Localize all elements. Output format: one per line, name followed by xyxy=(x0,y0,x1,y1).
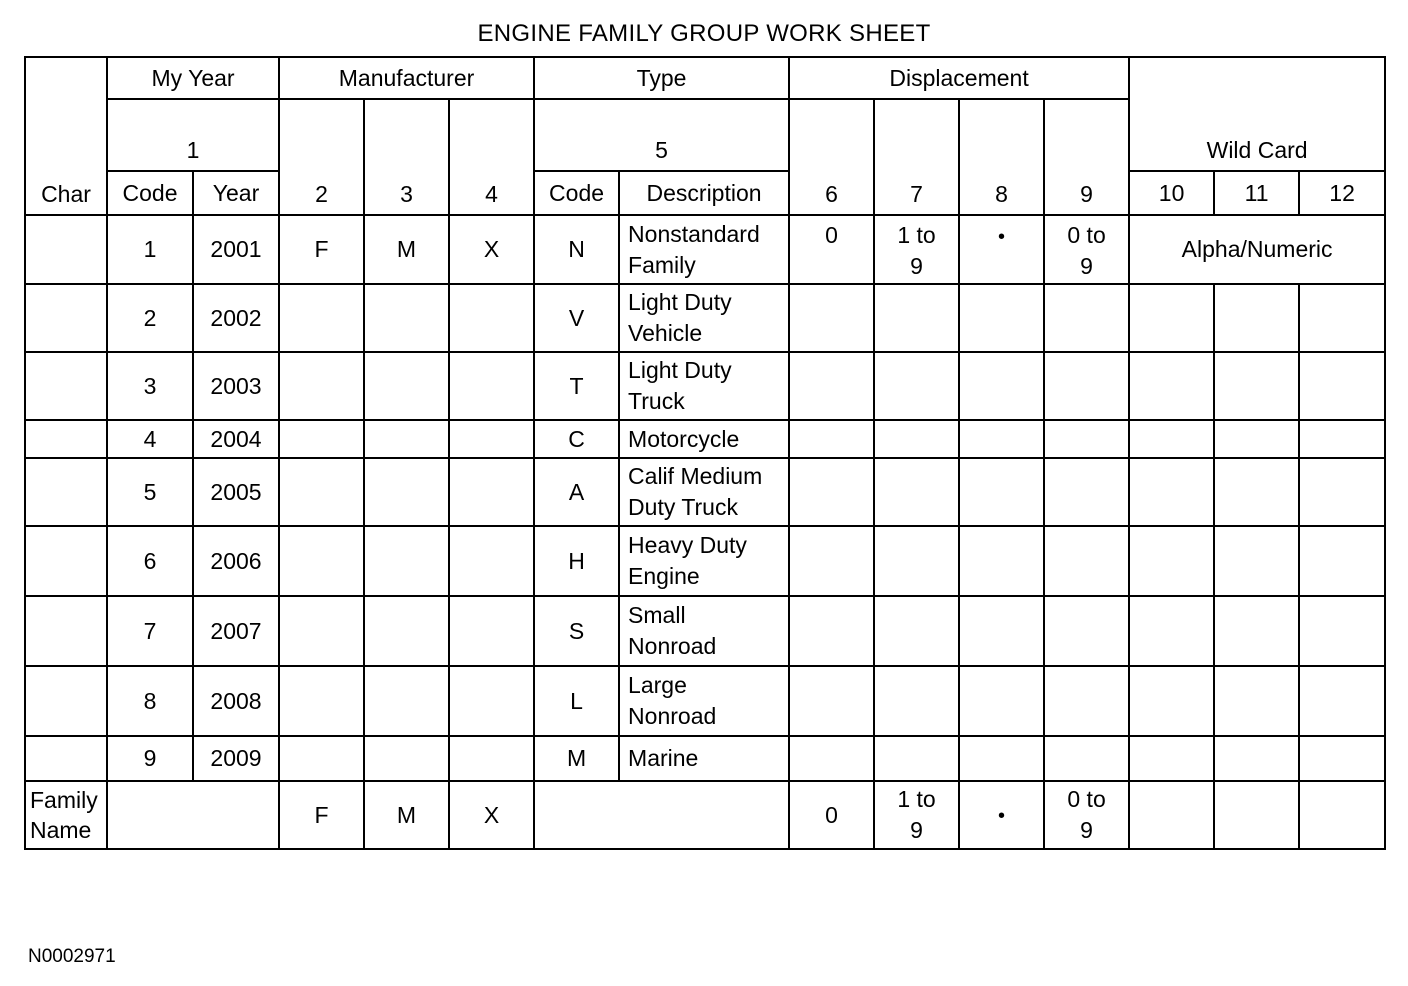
disp-position-8: 8 xyxy=(959,99,1044,215)
char-cell xyxy=(25,284,107,352)
year-cell: 2001 xyxy=(193,215,279,284)
my-year-header: My Year xyxy=(107,57,279,99)
family-mfr-cell: X xyxy=(449,781,534,849)
type-position: 5 xyxy=(534,99,789,171)
disp-cell xyxy=(789,458,874,526)
disp-cell xyxy=(959,666,1044,736)
disp-cell xyxy=(959,284,1044,352)
year-cell: 2004 xyxy=(193,420,279,458)
wild-cell xyxy=(1299,526,1385,596)
disp-cell: 0 to 9 xyxy=(1044,215,1129,284)
year-header: Year xyxy=(193,171,279,215)
disp-cell xyxy=(789,736,874,781)
mfr-cell xyxy=(449,666,534,736)
char-cell xyxy=(25,352,107,420)
description-cell: Small Nonroad xyxy=(619,596,789,666)
year-code-cell: 7 xyxy=(107,596,193,666)
mfr-cell: X xyxy=(449,215,534,284)
disp-cell xyxy=(874,596,959,666)
mfr-cell xyxy=(364,420,449,458)
figure-code: N0002971 xyxy=(28,946,116,967)
year-cell: 2008 xyxy=(193,666,279,736)
disp-cell xyxy=(1044,352,1129,420)
char-cell xyxy=(25,596,107,666)
year-cell: 2009 xyxy=(193,736,279,781)
description-cell: Light Duty Truck xyxy=(619,352,789,420)
mfr-cell xyxy=(279,284,364,352)
mfr-cell xyxy=(449,526,534,596)
disp-cell xyxy=(874,458,959,526)
mfr-cell xyxy=(364,284,449,352)
description-cell: Calif Medium Duty Truck xyxy=(619,458,789,526)
wild-cell xyxy=(1214,420,1299,458)
type-header: Type xyxy=(534,57,789,99)
family-disp-cell: 0 xyxy=(789,781,874,849)
table-row xyxy=(25,420,1385,458)
wild-cell xyxy=(1214,526,1299,596)
type-code-cell: C xyxy=(534,420,619,458)
wild-cell xyxy=(1214,666,1299,736)
description-cell: Light Duty Vehicle xyxy=(619,284,789,352)
year-cell: 2005 xyxy=(193,458,279,526)
type-code-cell: T xyxy=(534,352,619,420)
disp-cell xyxy=(1044,420,1129,458)
disp-cell xyxy=(959,526,1044,596)
wild-cell xyxy=(1214,352,1299,420)
disp-cell xyxy=(789,284,874,352)
disp-cell: 1 to 9 xyxy=(874,215,959,284)
wild-cell xyxy=(1214,596,1299,666)
mfr-cell xyxy=(449,420,534,458)
disp-cell xyxy=(874,666,959,736)
disp-cell xyxy=(874,736,959,781)
disp-position-6: 6 xyxy=(789,99,874,215)
year-code-cell: 3 xyxy=(107,352,193,420)
mfr-cell xyxy=(364,736,449,781)
wild-cell xyxy=(1129,352,1214,420)
wild-position-12: 12 xyxy=(1299,171,1385,215)
mfr-cell xyxy=(449,352,534,420)
disp-cell xyxy=(1044,666,1129,736)
family-type-cell xyxy=(534,781,789,849)
mfr-cell xyxy=(449,284,534,352)
mfr-cell xyxy=(279,458,364,526)
manufacturer-header: Manufacturer xyxy=(279,57,534,99)
disp-cell xyxy=(789,526,874,596)
mfr-cell xyxy=(279,352,364,420)
type-code-cell: A xyxy=(534,458,619,526)
wild-cell xyxy=(1214,284,1299,352)
year-code-cell: 9 xyxy=(107,736,193,781)
displacement-header: Displacement xyxy=(789,57,1129,99)
table-row xyxy=(25,666,1385,736)
year-code-cell: 5 xyxy=(107,458,193,526)
table-row xyxy=(25,215,1385,284)
mfr-cell xyxy=(279,736,364,781)
wild-cell xyxy=(1129,666,1214,736)
mfr-cell xyxy=(364,352,449,420)
disp-cell xyxy=(959,420,1044,458)
worksheet-title: ENGINE FAMILY GROUP WORK SHEET xyxy=(477,20,931,47)
mfr-cell xyxy=(364,458,449,526)
description-cell: Nonstandard Family xyxy=(619,215,789,284)
description-cell: Large Nonroad xyxy=(619,666,789,736)
mfr-cell: F xyxy=(279,215,364,284)
header-row-groups xyxy=(25,57,1385,99)
disp-cell xyxy=(789,352,874,420)
mfr-position-3: 3 xyxy=(364,99,449,215)
wild-card-header: Wild Card xyxy=(1129,57,1385,171)
family-name-row xyxy=(25,781,1385,849)
mfr-position-4: 4 xyxy=(449,99,534,215)
disp-position-9: 9 xyxy=(1044,99,1129,215)
family-wild-cell xyxy=(1299,781,1385,849)
wild-cell xyxy=(1214,458,1299,526)
table-row xyxy=(25,284,1385,352)
year-cell: 2007 xyxy=(193,596,279,666)
wild-cell xyxy=(1299,596,1385,666)
wild-cell xyxy=(1129,420,1214,458)
disp-cell xyxy=(874,284,959,352)
disp-cell xyxy=(959,736,1044,781)
disp-cell xyxy=(874,526,959,596)
year-code-cell: 4 xyxy=(107,420,193,458)
mfr-position-2: 2 xyxy=(279,99,364,215)
disp-cell xyxy=(789,420,874,458)
mfr-cell xyxy=(449,458,534,526)
mfr-cell xyxy=(449,736,534,781)
wild-cell xyxy=(1129,736,1214,781)
year-code-cell: 1 xyxy=(107,215,193,284)
header-row-columns xyxy=(25,171,1385,215)
disp-cell xyxy=(1044,526,1129,596)
year-cell: 2006 xyxy=(193,526,279,596)
type-code-cell: V xyxy=(534,284,619,352)
disp-cell xyxy=(874,352,959,420)
mfr-cell xyxy=(279,526,364,596)
table-row xyxy=(25,458,1385,526)
mfr-cell xyxy=(279,420,364,458)
type-code-cell: L xyxy=(534,666,619,736)
year-code-cell: 6 xyxy=(107,526,193,596)
wild-card-cell: Alpha/Numeric xyxy=(1129,215,1385,284)
disp-cell xyxy=(1044,596,1129,666)
disp-cell xyxy=(1044,736,1129,781)
mfr-cell xyxy=(364,596,449,666)
disp-cell xyxy=(1044,458,1129,526)
year-cell: 2003 xyxy=(193,352,279,420)
family-wild-cell xyxy=(1214,781,1299,849)
char-cell xyxy=(25,215,107,284)
family-mfr-cell: M xyxy=(364,781,449,849)
disp-cell xyxy=(959,596,1044,666)
disp-cell xyxy=(1044,284,1129,352)
disp-cell xyxy=(874,420,959,458)
wild-cell xyxy=(1299,420,1385,458)
description-header: Description xyxy=(619,171,789,215)
disp-cell xyxy=(789,596,874,666)
year-code-cell: 8 xyxy=(107,666,193,736)
table-row xyxy=(25,526,1385,596)
table-row xyxy=(25,736,1385,781)
engine-family-table xyxy=(24,56,1386,850)
wild-cell xyxy=(1129,596,1214,666)
char-cell xyxy=(25,420,107,458)
disp-cell xyxy=(959,352,1044,420)
type-code-cell: H xyxy=(534,526,619,596)
disp-cell: 0 xyxy=(789,215,874,284)
char-cell xyxy=(25,526,107,596)
family-disp-cell: • xyxy=(959,781,1044,849)
description-cell: Heavy Duty Engine xyxy=(619,526,789,596)
disp-cell xyxy=(959,458,1044,526)
disp-cell: • xyxy=(959,215,1044,284)
mfr-cell xyxy=(364,526,449,596)
type-code-cell: M xyxy=(534,736,619,781)
wild-cell xyxy=(1129,526,1214,596)
code-header: Code xyxy=(107,171,193,215)
wild-cell xyxy=(1299,284,1385,352)
wild-position-11: 11 xyxy=(1214,171,1299,215)
description-cell: Motorcycle xyxy=(619,420,789,458)
char-cell xyxy=(25,666,107,736)
char-cell xyxy=(25,458,107,526)
type-code-header: Code xyxy=(534,171,619,215)
type-code-cell: S xyxy=(534,596,619,666)
char-cell xyxy=(25,736,107,781)
family-disp-cell: 0 to 9 xyxy=(1044,781,1129,849)
wild-cell xyxy=(1129,284,1214,352)
mfr-cell: M xyxy=(364,215,449,284)
wild-cell xyxy=(1299,352,1385,420)
type-code-cell: N xyxy=(534,215,619,284)
wild-cell xyxy=(1299,736,1385,781)
my-year-position: 1 xyxy=(107,99,279,171)
family-year-cell xyxy=(107,781,279,849)
year-cell: 2002 xyxy=(193,284,279,352)
disp-cell xyxy=(789,666,874,736)
wild-cell xyxy=(1299,458,1385,526)
family-wild-cell xyxy=(1129,781,1214,849)
mfr-cell xyxy=(449,596,534,666)
description-cell: Marine xyxy=(619,736,789,781)
mfr-cell xyxy=(364,666,449,736)
mfr-cell xyxy=(279,666,364,736)
table-row xyxy=(25,596,1385,666)
family-name-label: Family Name xyxy=(25,781,107,849)
wild-cell xyxy=(1129,458,1214,526)
char-header: Char xyxy=(25,57,107,215)
table-row xyxy=(25,352,1385,420)
wild-cell xyxy=(1299,666,1385,736)
disp-position-7: 7 xyxy=(874,99,959,215)
mfr-cell xyxy=(279,596,364,666)
wild-position-10: 10 xyxy=(1129,171,1214,215)
family-mfr-cell: F xyxy=(279,781,364,849)
family-disp-cell: 1 to 9 xyxy=(874,781,959,849)
wild-cell xyxy=(1214,736,1299,781)
year-code-cell: 2 xyxy=(107,284,193,352)
